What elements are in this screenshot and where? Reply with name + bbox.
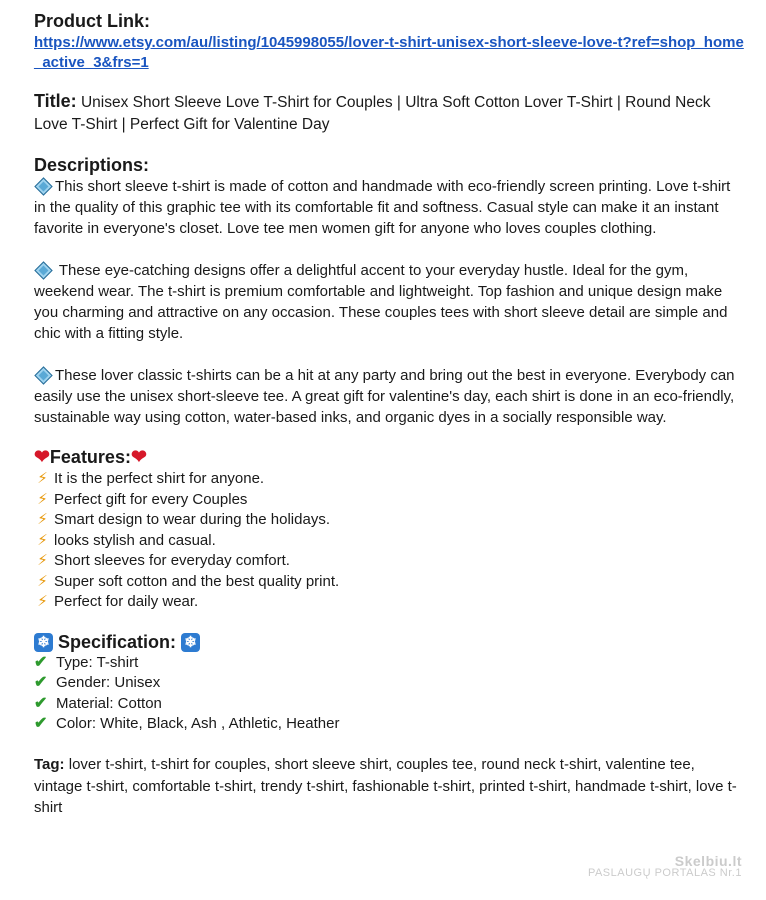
list-item: ⚡︎ Perfect for daily wear.	[34, 592, 746, 613]
product-link-label: Product Link:	[34, 11, 150, 31]
list-item: ✔ Type: T-shirt	[34, 653, 746, 674]
list-item: ⚡︎ It is the perfect shirt for anyone.	[34, 469, 746, 490]
checkmark-icon: ✔	[34, 694, 48, 712]
description-paragraph: These eye-catching designs offer a delightful accent to your everyday hustle. Ideal for the gym, weekend wear. The t-shirt is premium comfortable and lightweight. Top fashion and unique design make you charming and attractive on any occasion. These couples tees with short sleeve detail are simple and chic with a fitting style.	[34, 262, 728, 342]
tag-text: lover t-shirt, t-shirt for couples, short sleeve shirt, couples tee, round neck t-shirt, valentine tee, vintage t-shirt, comfortable t-shirt, trendy t-shirt, fashionable t-shirt, printed t-shirt, handmade t-shirt, love t-shirt	[34, 755, 737, 816]
specification-heading: ❄ Specification: ❄	[34, 631, 746, 653]
checkmark-icon: ✔	[34, 653, 48, 671]
descriptions-heading: Descriptions:	[34, 155, 150, 175]
diamond-icon	[34, 366, 52, 384]
title-section	[34, 90, 746, 136]
watermark-tagline: PASLAUGŲ PORTALAS Nr.1	[587, 867, 742, 879]
checkmark-icon: ✔	[34, 715, 48, 732]
diamond-icon	[34, 177, 52, 195]
diamond-icon	[34, 261, 52, 279]
lightning-bolt-icon: ⚡︎	[37, 470, 48, 487]
tag-section	[34, 754, 746, 818]
heart-icon: ❤	[130, 447, 147, 468]
lightning-bolt-icon: ⚡︎	[37, 572, 48, 590]
list-item: ⚡︎ Smart design to wear during the holidays.	[34, 510, 746, 531]
list-item: ⚡︎ Short sleeves for everyday comfort.	[34, 551, 746, 572]
lightning-bolt-icon: ⚡︎	[37, 490, 48, 508]
snowflake-icon: ❄	[181, 633, 200, 652]
tag-label: Tag:	[34, 755, 65, 773]
heart-icon: ❤	[34, 447, 50, 468]
watermark	[588, 855, 742, 879]
product-link-url[interactable]: https://www.etsy.com/au/listing/1045998055/lover-t-shirt-unisex-short-sleeve-love-t?ref=shop_home_active_3&frs=1	[34, 34, 744, 71]
snowflake-icon: ❄	[34, 633, 53, 652]
checkmark-icon: ✔	[34, 674, 48, 691]
list-item: ✔ Gender: Unisex	[34, 673, 746, 694]
lightning-bolt-icon: ⚡︎	[37, 511, 48, 528]
features-list	[34, 469, 746, 613]
description-paragraph: This short sleeve t-shirt is made of cotton and handmade with eco-friendly screen printing. Love t-shirt in the quality of this graphic tee with its comfortable fit and softness. Casual style can make it an instant favorite in everyone's closet. Love tee men women gift for anyone who loves couples clothing.	[34, 178, 731, 237]
list-item: ⚡︎ Super soft cotton and the best quality print.	[34, 572, 746, 593]
list-item: ⚡︎ Perfect gift for every Couples	[34, 490, 746, 511]
list-item: ⚡︎ looks stylish and casual.	[34, 531, 746, 552]
list-item: ✔ Color: White, Black, Ash , Athletic, Heather	[34, 714, 746, 735]
title-label: Title:	[34, 91, 77, 111]
features-heading: ❤Features:❤	[34, 447, 147, 468]
watermark-brand: Skelbiu.lt	[674, 853, 742, 869]
list-item: ✔ Material: Cotton	[34, 694, 746, 715]
specification-list	[34, 653, 746, 735]
product-link-section	[34, 10, 746, 73]
title-text: Unisex Short Sleeve Love T-Shirt for Couples | Ultra Soft Cotton Lover T-Shirt | Round Neck Love T-Shirt | Perfect Gift for Valentine Day	[34, 94, 711, 133]
listing-document	[34, 10, 746, 818]
description-paragraph: These lover classic t-shirts can be a hit at any party and bring out the best in everyone. Everybody can easily use the unisex short-sleeve tee. A great gift for valentine's day, each shirt is done in an eco-friendly, sustainable way using cotton, water-based inks, and organic dyes in a socially responsible way.	[34, 367, 735, 426]
lightning-bolt-icon: ⚡︎	[37, 552, 48, 569]
lightning-bolt-icon: ⚡︎	[37, 593, 48, 610]
lightning-bolt-icon: ⚡︎	[37, 531, 48, 549]
